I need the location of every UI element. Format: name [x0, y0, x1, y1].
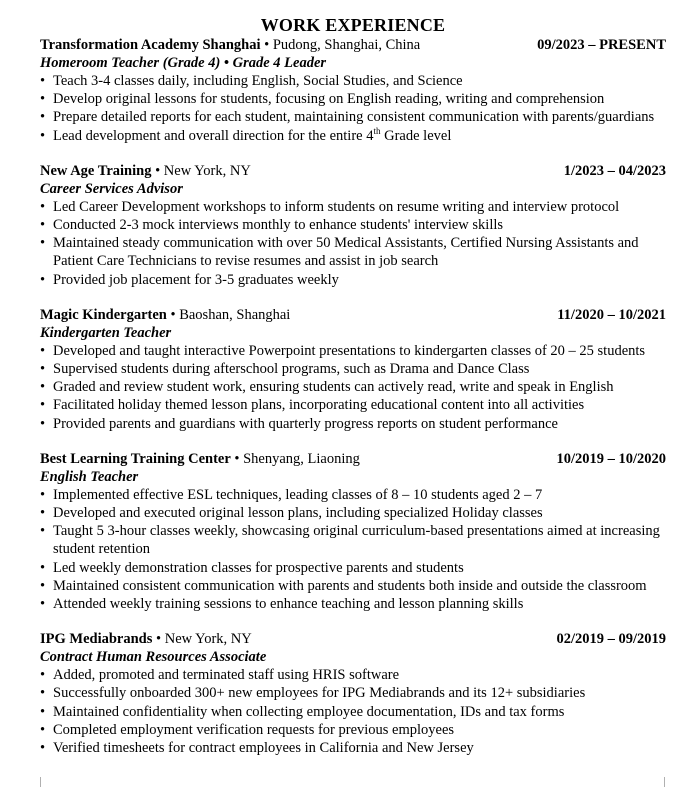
- bullet-list: [40, 72, 666, 145]
- job-dates: 09/2023 – PRESENT: [537, 37, 666, 53]
- bullet-item: • Verified timesheets for contract employees in California and New Jersey: [40, 739, 666, 757]
- bullet-item: • Completed employment verification requests for previous employees: [40, 721, 666, 739]
- job-header: [40, 630, 666, 648]
- separator: •: [152, 631, 165, 648]
- job-location: Baoshan, Shanghai: [179, 306, 291, 323]
- job-location: New York, NY: [163, 162, 251, 179]
- job-entry: [40, 36, 666, 145]
- bullet-item: • Maintained steady communication with over 50 Medical Assistants, Certified Nursing Assistants and Patient Care Technicians to revise resumes and assist in job search: [40, 234, 666, 270]
- bullet-item: • Graded and review student work, ensuring students can actively read, write and speak in English: [40, 378, 666, 396]
- resume-page: [40, 14, 666, 774]
- company-name: Transformation Academy Shanghai: [40, 37, 261, 53]
- job-dates: 10/2019 – 10/2020: [556, 450, 666, 467]
- job-role: Contract Human Resources Associate: [40, 649, 267, 666]
- job-role: Kindergarten Teacher: [40, 324, 172, 341]
- company-name: Magic Kindergarten: [40, 306, 167, 323]
- separator: •: [260, 37, 273, 53]
- bullet-item: • Taught 5 3-hour classes weekly, showcasing original curriculum-based presentations aimed at increasing student retention: [40, 522, 666, 558]
- company-name: Best Learning Training Center: [40, 450, 231, 467]
- bullet-item: • Teach 3-4 classes daily, including English, Social Studies, and Science: [40, 72, 666, 90]
- bullet-item: • Supervised students during afterschool programs, such as Drama and Dance Class: [40, 360, 666, 378]
- page-corner-mark-left: [20, 777, 41, 787]
- bullet-item: • Develop original lessons for students, focusing on English reading, writing and comprehension: [40, 90, 666, 108]
- bullet-item: • Attended weekly training sessions to enhance teaching and lesson planning skills: [40, 595, 666, 613]
- job-entry: [40, 450, 666, 613]
- job-dates: 1/2023 – 04/2023: [563, 162, 666, 179]
- bullet-item: • Provided job placement for 3-5 graduates weekly: [40, 271, 666, 289]
- bullet-item: [40, 127, 666, 145]
- separator: •: [166, 306, 180, 323]
- job-dates: 02/2019 – 09/2019: [556, 631, 666, 648]
- bullet-item: • Provided parents and guardians with quarterly progress reports on student performance: [40, 415, 666, 433]
- separator: •: [151, 162, 164, 179]
- job-dates: 11/2020 – 10/2021: [557, 306, 666, 323]
- job-header: [40, 306, 666, 324]
- job-role: Career Services Advisor: [40, 180, 183, 197]
- separator: •: [230, 450, 244, 467]
- company-name: IPG Mediabrands: [40, 631, 153, 648]
- bullet-item: • Maintained consistent communication with parents and students both inside and outside the classroom: [40, 577, 666, 595]
- bullet-item: • Conducted 2-3 mock interviews monthly to enhance students' interview skills: [40, 216, 666, 234]
- bullet-list: [40, 342, 666, 433]
- bullet-item: • Developed and executed original lesson plans, including specialized Holiday classes: [40, 504, 666, 522]
- job-location: Pudong, Shanghai, China: [272, 37, 421, 53]
- job-header: [40, 36, 666, 54]
- bullet-text: Grade level: [380, 127, 452, 144]
- job-entry: [40, 162, 666, 289]
- job-location: Shenyang, Liaoning: [243, 450, 360, 467]
- bullet-item: • Prepare detailed reports for each student, maintaining consistent communication with parents/guardians: [40, 108, 666, 126]
- job-header: [40, 450, 666, 468]
- bullet-item: • Led weekly demonstration classes for prospective parents and students: [40, 559, 666, 577]
- bullet-item: • Led Career Development workshops to inform students on resume writing and interview protocol: [40, 198, 666, 216]
- job-role: Homeroom Teacher (Grade 4) • Grade 4 Leader: [40, 55, 327, 71]
- job-header: [40, 162, 666, 180]
- job-role: English Teacher: [40, 468, 139, 485]
- bullet-list: [40, 486, 666, 613]
- job-entry: [40, 306, 666, 433]
- bullet-list: [40, 666, 666, 757]
- company-name: New Age Training: [40, 162, 152, 179]
- bullet-item: • Added, promoted and terminated staff using HRIS software: [40, 666, 666, 684]
- bullet-item: • Maintained confidentiality when collecting employee documentation, IDs and tax forms: [40, 703, 666, 721]
- job-entry: [40, 630, 666, 757]
- bullet-list: [40, 198, 666, 289]
- bullet-item: • Implemented effective ESL techniques, leading classes of 8 – 10 students aged 2 – 7: [40, 486, 666, 504]
- job-location: New York, NY: [164, 631, 252, 648]
- bullet-item: • Successfully onboarded 300+ new employees for IPG Mediabrands and its 12+ subsidiaries: [40, 684, 666, 702]
- bullet-item: • Facilitated holiday themed lesson plans, incorporating educational content into all activities: [40, 396, 666, 414]
- bullet-text: Lead development and overall direction for the entire 4: [53, 127, 374, 144]
- bullet-item: • Developed and taught interactive Powerpoint presentations to kindergarten classes of 20 – 25 students: [40, 342, 666, 360]
- ordinal-suffix: th: [373, 125, 381, 136]
- section-title: WORK EXPERIENCE: [260, 15, 446, 35]
- page-corner-mark-right: [664, 777, 685, 787]
